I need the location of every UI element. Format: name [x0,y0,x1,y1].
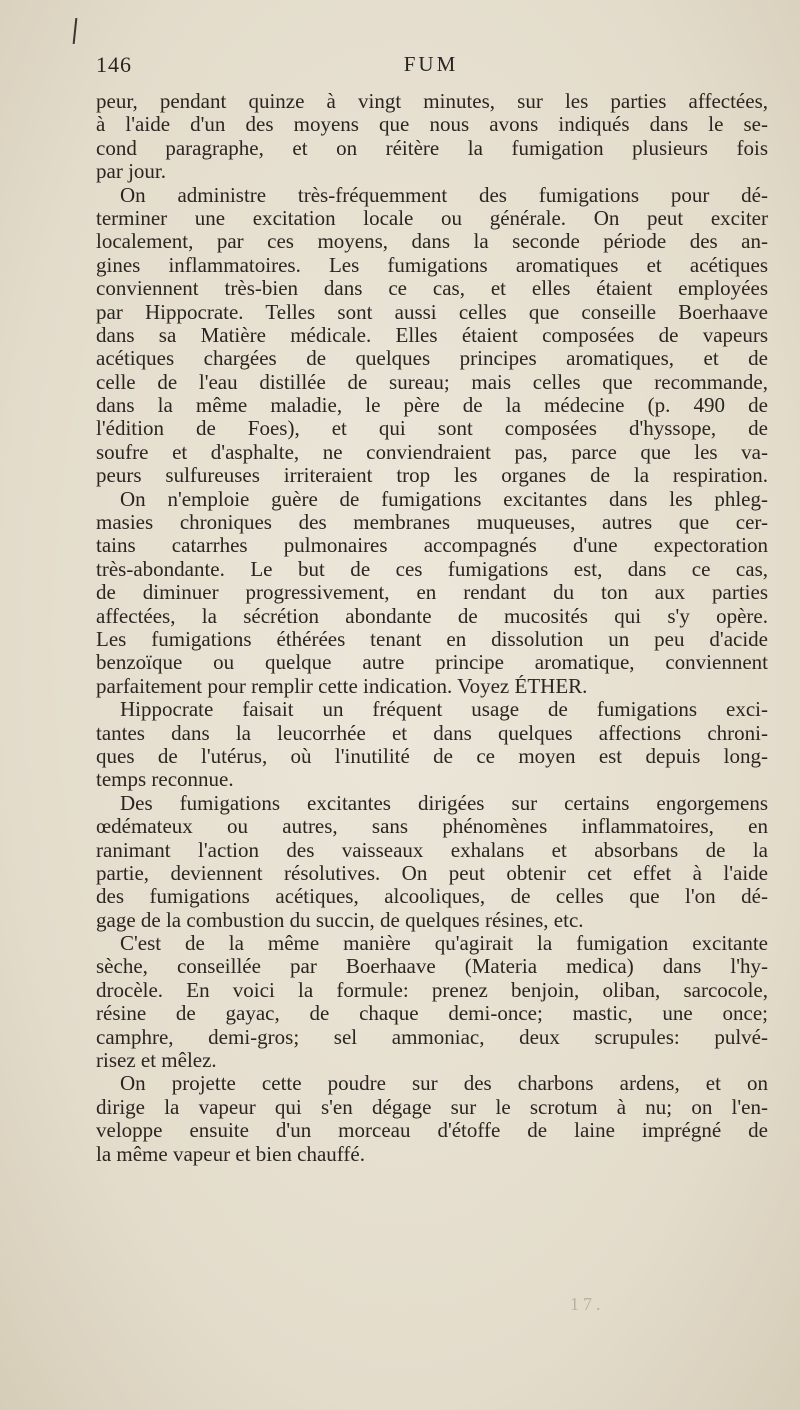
text-line: partie, deviennent résolutives. On peut obtenir cet effet à l'aide [96,861,768,885]
text-line: localement, par ces moyens, dans la seconde période des an- [96,230,768,254]
text-line: Les fumigations éthérées tenant en dissolution un peu d'acide [96,627,768,651]
running-head: FUM [403,52,459,76]
text-line: parfaitement pour remplir cette indication. Voyez ÉTHER. [96,674,588,698]
margin-ink-mark [73,18,78,44]
text-line: dans la même maladie, le père de la médecine (p. 490 de [96,394,768,418]
text-line: sèche, conseillée par Boerhaave (Materia medica) dans l'hy- [96,955,768,979]
text-line: ques de l'utérus, où l'inutilité de ce moyen est depuis long- [96,744,768,768]
text-line: terminer une excitation locale ou générale. On peut exciter [96,206,768,230]
text-line: l'édition de Foes), et qui sont composées d'hyssope, de [96,417,768,441]
text-line: très-abondante. Le but de ces fumigations est, dans ce cas, [96,557,768,581]
text-line: camphre, demi-gros; sel ammoniac, deux scrupules: pulvé- [96,1025,768,1049]
text-line: veloppe ensuite d'un morceau d'étoffe de laine imprégné de [96,1119,768,1143]
text-line: gines inflammatoires. Les fumigations aromatiques et acétiques [96,253,768,277]
page-number: 146 [96,52,132,77]
text-line: C'est de la même manière qu'agirait la fumigation excitante [120,932,768,956]
text-line: des fumigations acétiques, alcooliques, de celles que l'on dé- [96,885,768,909]
text-line: dirige la vapeur qui s'en dégage sur le scrotum à nu; on l'en- [96,1095,768,1119]
text-line: benzoïque ou quelque autre principe aromatique, conviennent [96,651,768,675]
text-line: tains catarrhes pulmonaires accompagnés d'une expectoration [96,534,768,558]
text-line: conviennent très-bien dans ce cas, et elles étaient employées [96,277,768,301]
text-line: On n'emploie guère de fumigations excitantes dans les phleg- [120,487,768,511]
bleed-through-number: 17. [570,1294,605,1314]
text-line: peurs sulfureuses irriteraient trop les organes de la respiration. [96,464,768,488]
text-line: par Hippocrate. Telles sont aussi celles que conseille Boerhaave [96,300,768,324]
text-line: à l'aide d'un des moyens que nous avons indiqués dans le se- [96,113,768,137]
text-line: résine de gayac, de chaque demi-once; mastic, une once; [96,1002,768,1026]
text-line: tantes dans la leucorrhée et dans quelques affections chroni- [96,721,768,745]
text-line: temps reconnue. [96,768,234,792]
text-line: risez et mêlez. [96,1049,217,1073]
text-line: peur, pendant quinze à vingt minutes, sur les parties affectées, [96,90,768,113]
text-line: masies chroniques des membranes muqueuses, autres que cer- [96,511,768,535]
text-line: Des fumigations excitantes dirigées sur certains engorgemens [120,791,768,815]
text-line: On administre très-fréquemment des fumigations pour dé- [120,183,768,207]
text-line: On projette cette poudre sur des charbons ardens, et on [120,1072,768,1096]
text-line: œdémateux ou autres, sans phénomènes inflammatoires, en [96,815,768,839]
text-line: soufre et d'asphalte, ne conviendraient pas, parce que les va- [96,440,768,464]
text-line: par jour. [96,160,166,184]
text-line: ranimant l'action des vaisseaux exhalans et absorbans de la [96,838,768,862]
text-line: drocèle. En voici la formule: prenez benjoin, oliban, sarcocole, [96,978,768,1002]
body-text [96,90,768,1166]
text-line: dans sa Matière médicale. Elles étaient composées de vapeurs [96,323,768,347]
text-line: de diminuer progressivement, en rendant du ton aux parties [96,581,768,605]
text-line: Hippocrate faisait un fréquent usage de fumigations exci- [120,698,768,722]
text-line: gage de la combustion du succin, de quelques résines, etc. [96,908,584,932]
text-line: celle de l'eau distillée de sureau; mais celles que recommande, [96,370,768,394]
text-line: cond paragraphe, et on réitère la fumigation plusieurs fois [96,136,768,160]
page-header [96,52,766,88]
text-line: la même vapeur et bien chauffé. [96,1142,365,1166]
text-line: acétiques chargées de quelques principes aromatiques, et de [96,347,768,371]
text-line: affectées, la sécrétion abondante de mucosités qui s'y opère. [96,604,768,628]
